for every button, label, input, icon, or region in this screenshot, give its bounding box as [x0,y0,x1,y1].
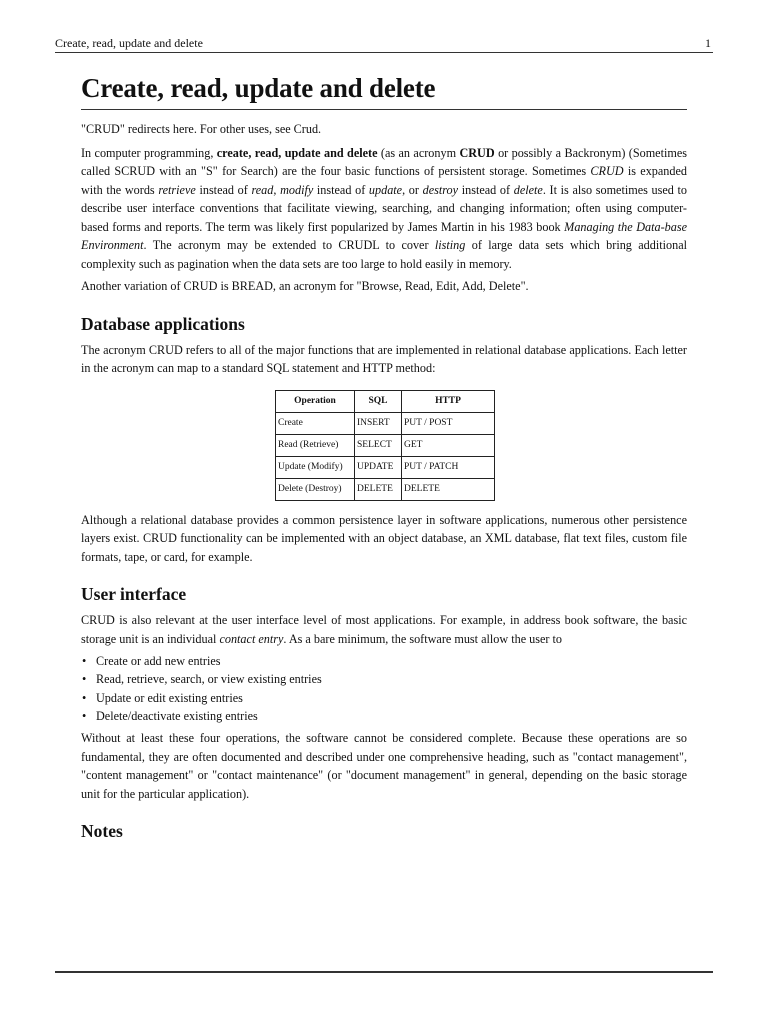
list-item-text: Delete/deactivate existing entries [96,708,258,723]
italic-term: read [251,182,274,197]
column-header-sql: SQL [355,390,402,412]
table-header-row [276,390,495,412]
cell-http: DELETE [402,478,495,500]
bullet-icon: • [82,690,87,705]
cell-operation: Update (Modify) [276,456,355,478]
cell-operation: Delete (Destroy) [276,478,355,500]
italic-term: retrieve [158,182,196,197]
ui-paragraph-2: Without at least these four operations, the software cannot be considered complete. Because these operations are so fundamental, they are often documented and described under one comprehensive heading, such as "contact management", "content management" or "contact maintenance" (or "document management" in general, depending on the basic storage unit for the particular application). [81,731,687,801]
operations-list [81,652,687,725]
running-header [55,34,713,53]
text-run: . It is also sometimes used to describe user interface conventions that facilitate viewing, searching, and changing information; often using computer-based forms and reports. The term was likely first popularized by James Martin in his 1983 book [81,182,688,234]
article-body [81,120,687,848]
text-run: . The acronym may be extended to CRUDL to cover [143,238,435,252]
bold-term: create, read, update and delete [216,145,378,160]
table-row [276,434,495,456]
italic-term: modify [280,182,314,197]
cell-http: PUT / POST [402,412,495,434]
text-run: , [273,182,281,197]
text-run: is expanded with the words [81,164,687,197]
intro-paragraph [81,144,687,274]
italic-term: destroy [422,182,459,197]
italic-term: CRUD [590,164,624,178]
heading-user-interface: User interface [81,584,187,604]
ui-paragraph-1 [81,611,687,648]
book-title: Managing the Data-base Environment [81,219,687,252]
text-run: instead of [458,182,514,197]
table-row [276,478,495,500]
bread-paragraph: Another variation of CRUD is BREAD, an acronym for "Browse, Read, Edit, Add, Delete". [81,279,529,293]
bullet-icon: • [82,672,87,687]
page-number: 1 [705,36,711,50]
italic-term: delete [513,182,543,197]
bullet-icon: • [82,708,87,723]
crud-table-wrapper [81,390,687,501]
cell-sql: UPDATE [355,456,402,478]
text-run: CRUD is also relevant at the user interface level of most applications. For example, in address book software, the basic storage unit is an individual [81,613,687,646]
list-item-text: Update or edit existing entries [96,690,243,705]
page-title: Create, read, update and delete [81,70,687,110]
running-header-title: Create, read, update and delete [55,36,203,50]
heading-notes: Notes [81,821,123,842]
database-paragraph-2: Although a relational database provides a common persistence layer in software applications, numerous other persistence layers exist. CRUD functionality can be implemented with an object database, an XML database, flat text files, custom file formats, tape, or card, for example. [81,512,687,564]
text-run: of large data sets which bring additional complexity such as pagination when the data sets are too large to hold easily in memory. [81,238,687,271]
bullet-icon: • [82,654,87,668]
cell-http: GET [402,434,495,456]
list-item [81,689,687,707]
text-run: , or [402,182,423,197]
text-run: (as an acronym [377,145,460,160]
list-item [81,670,687,688]
text-run: instead of [313,182,369,197]
cell-http: PUT / PATCH [402,456,495,478]
italic-term: listing [434,238,466,252]
heading-database-applications: Database applications [81,313,245,334]
italic-term: contact entry [219,631,284,646]
table-row [276,456,495,478]
text-run: In computer programming, [81,145,217,160]
list-item-text: Create or add new entries [96,654,221,668]
cell-sql: INSERT [355,412,402,434]
hatnote: "CRUD" redirects here. For other uses, see Crud. [81,122,322,136]
text-run: . As a bare minimum, the software must allow the user to [283,631,562,646]
column-header-operation: Operation [276,390,355,412]
database-paragraph-1: The acronym CRUD refers to all of the major functions that are implemented in relational database applications. Each letter in the acronym can map to a standard SQL statement and HTTP method: [81,342,687,375]
list-item [81,652,687,670]
italic-term: update [368,182,403,197]
list-item [81,707,687,725]
table-row [276,412,495,434]
cell-operation: Create [276,412,355,434]
footer-rule [55,971,713,973]
cell-sql: DELETE [355,478,402,500]
text-run: instead of [195,182,252,197]
list-item-text: Read, retrieve, search, or view existing entries [96,672,322,687]
bold-term: CRUD [459,145,495,160]
text-run: or possibly a Backronym) (Sometimes called SCRUD with an "S" for Search) are the four basic functions of persistent storage. Sometimes [81,145,687,178]
column-header-http: HTTP [402,390,495,412]
cell-operation: Read (Retrieve) [276,434,355,456]
crud-mapping-table [275,390,495,501]
cell-sql: SELECT [355,434,402,456]
